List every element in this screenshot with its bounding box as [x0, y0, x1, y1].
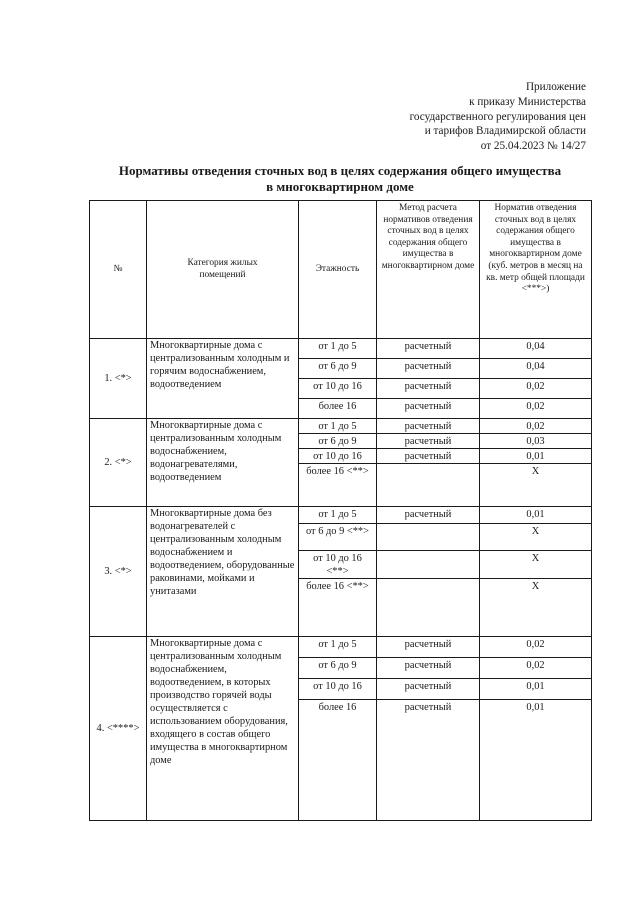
group-number: 2. <*> [90, 419, 147, 507]
floors-cell: от 6 до 9 <**> [299, 524, 377, 551]
floors-cell: от 1 до 5 [299, 507, 377, 524]
norm-value-cell: 0,03 [480, 434, 592, 449]
norm-value-cell: X [480, 464, 592, 507]
method-cell: расчетный [377, 637, 480, 658]
title-line: Нормативы отведения сточных вод в целях содержания общего имущества [118, 163, 562, 178]
norm-value-cell: 0,04 [480, 359, 592, 379]
group-number: 1. <*> [90, 339, 147, 419]
title-line: в многоквартирном доме [266, 179, 414, 194]
appendix-line: к приказу Министерства [469, 95, 586, 108]
group-category: Многоквартирные дома с централизованным холодным водоснабжением, водонагревателями, водоотведением [147, 419, 299, 507]
header-number: № [90, 201, 147, 339]
method-cell: расчетный [377, 339, 480, 359]
floors-cell: от 1 до 5 [299, 637, 377, 658]
norm-value-cell: 0,02 [480, 637, 592, 658]
method-cell: расчетный [377, 359, 480, 379]
norm-value-cell: 0,01 [480, 700, 592, 821]
floors-cell: от 10 до 16 [299, 679, 377, 700]
norm-value-cell: X [480, 551, 592, 579]
norm-value-cell: 0,02 [480, 379, 592, 399]
method-cell [377, 551, 480, 579]
norm-value-cell: 0,01 [480, 679, 592, 700]
appendix-date-line: от 25.04.2023 № 14/27 [480, 140, 586, 153]
header-category: Категория жилых помещений [147, 201, 299, 339]
header-floors: Этажность [299, 201, 377, 339]
group-category: Многоквартирные дома с централизованным холодным водоснабжением, водоотведением, в которых производство горячей воды осуществляется с использованием оборудования, входящего в состав общего имущества в многоквартирном доме [147, 637, 299, 821]
method-cell: расчетный [377, 399, 480, 419]
table-header-row [90, 201, 592, 339]
norm-value-cell: 0,04 [480, 339, 592, 359]
norms-table [89, 200, 592, 821]
table-row [90, 419, 592, 434]
appendix-line: Приложение [525, 81, 586, 93]
table-row [90, 507, 592, 524]
appendix-block [410, 80, 586, 154]
norm-value-cell: X [480, 524, 592, 551]
method-cell: расчетный [377, 700, 480, 821]
table-row [90, 637, 592, 658]
floors-cell: более 16 [299, 399, 377, 419]
floors-cell: от 6 до 9 [299, 434, 377, 449]
method-cell: расчетный [377, 507, 480, 524]
appendix-line: государственного регулирования цен [409, 110, 586, 123]
floors-cell: от 1 до 5 [299, 339, 377, 359]
method-cell: расчетный [377, 379, 480, 399]
floors-cell: более 16 <**> [299, 579, 377, 637]
norm-value-cell: 0,01 [480, 507, 592, 524]
method-cell [377, 524, 480, 551]
norm-value-cell: 0,02 [480, 399, 592, 419]
group-category: Многоквартирные дома с централизованным холодным и горячим водоснабжением, водоотведением [147, 339, 299, 419]
floors-cell: более 16 <**> [299, 464, 377, 507]
norm-value-cell: 0,02 [480, 419, 592, 434]
floors-cell: от 6 до 9 [299, 359, 377, 379]
floors-cell: от 10 до 16 [299, 379, 377, 399]
document-title [90, 163, 590, 195]
floors-cell: от 1 до 5 [299, 419, 377, 434]
method-cell: расчетный [377, 679, 480, 700]
method-cell: расчетный [377, 658, 480, 679]
header-norm: Норматив отведения сточных вод в целях содержания общего имущества в многоквартирном доме (куб. метров в месяц на кв. метр общей площади <***>) [480, 201, 592, 339]
norm-value-cell: X [480, 579, 592, 637]
method-cell: расчетный [377, 449, 480, 464]
header-method: Метод расчета нормативов отведения сточных вод в целях содержания общего имущества в многоквартирном доме [377, 201, 480, 339]
group-category: Многоквартирные дома без водонагревателей с централизованным холодным водоснабжением и водоотведением, оборудованные раковинами, мойками и унитазами [147, 507, 299, 637]
method-cell [377, 579, 480, 637]
appendix-line: и тарифов Владимирской области [424, 125, 586, 138]
norm-value-cell: 0,02 [480, 658, 592, 679]
table-row [90, 339, 592, 359]
norm-value-cell: 0,01 [480, 449, 592, 464]
floors-cell: более 16 [299, 700, 377, 821]
group-number: 4. <****> [90, 637, 147, 821]
floors-cell: от 6 до 9 [299, 658, 377, 679]
group-number: 3. <*> [90, 507, 147, 637]
method-cell: расчетный [377, 419, 480, 434]
floors-cell: от 10 до 16 [299, 449, 377, 464]
floors-cell: от 10 до 16 <**> [299, 551, 377, 579]
method-cell [377, 464, 480, 507]
method-cell: расчетный [377, 434, 480, 449]
